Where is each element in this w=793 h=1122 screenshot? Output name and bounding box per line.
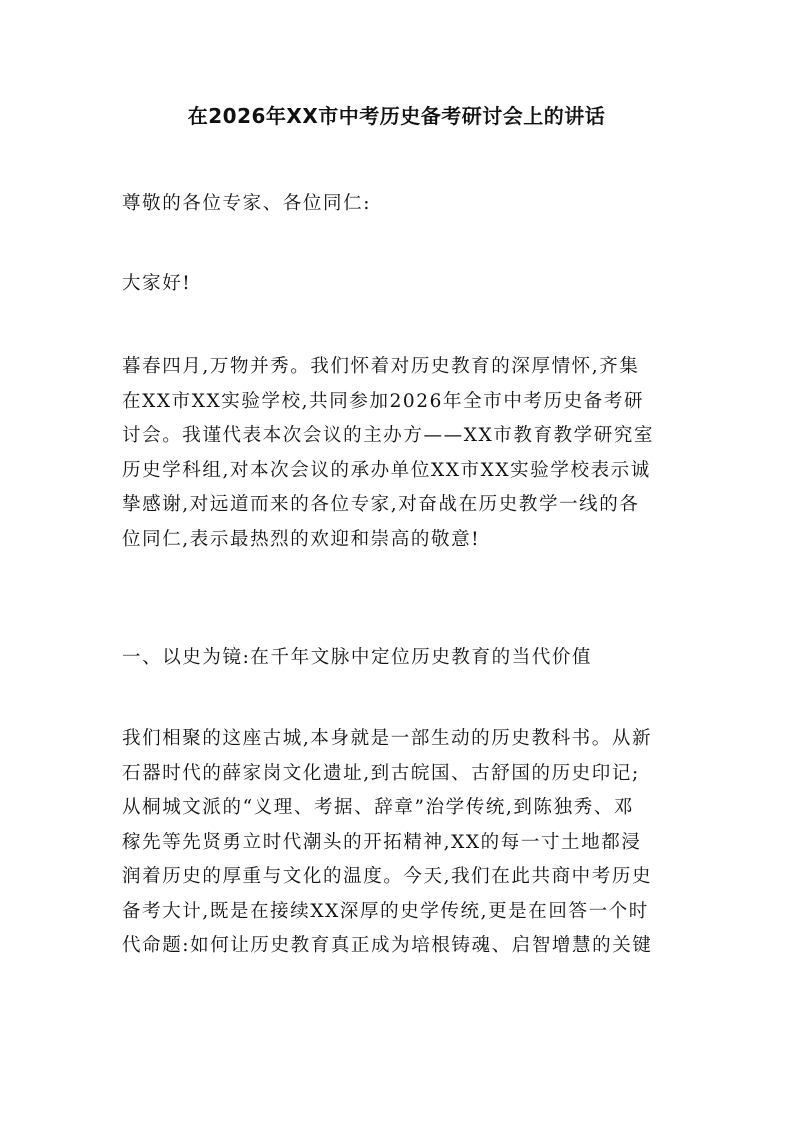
greeting — [122, 267, 682, 302]
section-heading — [122, 641, 682, 676]
paragraph-line: 讨会。我谨代表本次会议的主办方——XX市教育教学研究室 — [122, 425, 655, 446]
salutation — [122, 187, 682, 222]
document-title: 在2026年XX市中考历史备考研讨会上的讲话 — [187, 104, 606, 128]
paragraph-line: 在XX市XX实验学校,共同参加2026年全市中考历史备考研 — [122, 390, 645, 412]
greeting-text: 大家好! — [122, 273, 192, 294]
paragraph-line: 从桐城文派的“义理、考据、辞章”治学传统,到陈独秀、邓 — [122, 797, 634, 818]
paragraph-line: 代命题:如何让历史教育真正成为培根铸魂、启智增慧的关键 — [122, 935, 653, 956]
opening-paragraph — [122, 350, 682, 557]
paragraph-line: 历史学科组,对本次会议的承办单位XX市XX实验学校表示诚 — [122, 459, 651, 481]
paragraph-line: 润着历史的厚重与文化的温度。今天,我们在此共商中考历史 — [122, 866, 653, 887]
section1-paragraph — [122, 722, 682, 964]
paragraph-line: 石器时代的薛家岗文化遗址,到古皖国、古舒国的历史印记; — [122, 762, 640, 784]
paragraph-line: 我们相聚的这座古城,本身就是一部生动的历史教科书。从新 — [122, 728, 653, 749]
paragraph-line: 稼先等先贤勇立时代潮头的开拓精神,XX的每一寸土地都浸 — [122, 831, 642, 853]
section-heading-text: 一、以史为镜:在千年文脉中定位历史教育的当代价值 — [122, 647, 593, 668]
paragraph-line: 位同仁,表示最热烈的欢迎和崇高的敬意! — [122, 528, 481, 550]
salutation-text: 尊敬的各位专家、各位同仁: — [122, 193, 372, 214]
paragraph-line: 备考大计,既是在接续XX深厚的史学传统,更是在回答一个时 — [122, 900, 649, 922]
paragraph-line: 挚感谢,对远道而来的各位专家,对奋战在历史教学一线的各 — [122, 494, 640, 515]
paragraph-line: 暮春四月,万物并秀。我们怀着对历史教育的深厚情怀,齐集 — [122, 356, 640, 377]
